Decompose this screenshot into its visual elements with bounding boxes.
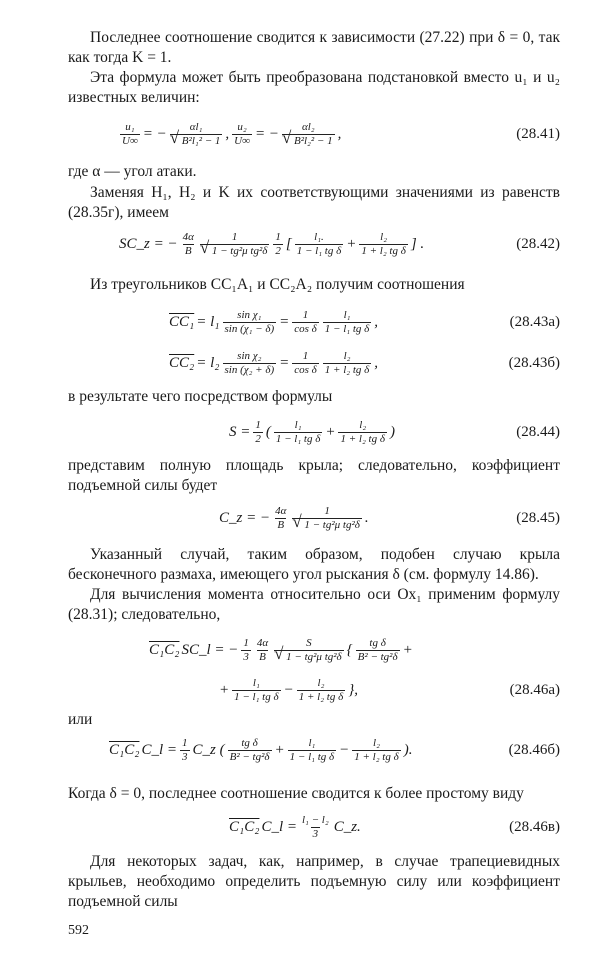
fraction [273,505,288,532]
numerator: tg δ [241,736,258,749]
math-text: = [279,313,290,330]
fraction [180,737,190,764]
fraction [255,637,270,664]
fraction [338,419,386,446]
paragraph: Заменяя H₁, H₂ и K их соответствующими значениями из равенств (28.35г), имеем [68,184,560,221]
equation-body [168,350,379,377]
equation [68,670,560,710]
equation [68,302,560,342]
fraction [356,637,400,664]
radical-denominator: √ B²l₂² − 1 [282,134,335,148]
radical-denominator: √ B²l₁² − 1 [170,134,223,148]
equation [68,224,560,264]
math-text: { [346,641,353,658]
fraction [297,677,345,704]
paragraph: Указанный случай, таким образом, подобен случаю крыла бесконечного размаха, имеющего угол рыскания δ (см. формулу 14.86). [68,546,560,583]
paragraph: где α — угол атаки. [68,163,197,180]
equation-body [218,677,359,704]
math-text: + [346,235,357,252]
fraction [241,637,251,664]
math-text: = l₂ [196,354,220,371]
radical-denominator: √ 1 − tg²μ tg²δ [274,650,344,664]
math-text: , [374,313,379,330]
math-text: = l₁ [196,313,220,330]
overlined-segment: C₁C₂ [149,641,180,658]
equation-body [118,121,342,148]
math-text: + [274,741,285,758]
math-text: [ [285,235,292,252]
numerator: sin χ₁ [237,308,262,321]
equation-number: (28.42) [516,235,560,252]
denominator: B² − tg²δ [357,650,398,663]
numerator: sin χ₂ [237,349,262,362]
math-text: SC_l = − [181,641,239,658]
math-text: ). [403,741,413,758]
numerator: 1 [243,636,249,649]
paragraph: Из треугольников CC₁A₁ и CC₂A₂ получим соотношения [90,276,465,293]
denominator: B [259,650,266,663]
page-number: 592 [68,923,89,938]
numerator: 1 [255,418,261,431]
fraction [200,231,270,258]
fraction [223,350,277,377]
equation-number: (28.46б) [508,741,560,758]
denominator: 1 − l₁ tg δ [324,322,370,335]
equation-number: (28.46а) [509,681,560,698]
denominator: B² − tg²δ [229,750,270,763]
denominator: 1 + l₂ tg δ [361,244,406,257]
numerator: l₁ − l₂ [302,813,329,826]
math-text: ] . [410,235,425,252]
fraction [295,231,343,258]
radical-denominator: √ 1 − tg²μ tg²δ [200,244,270,258]
denominator: cos δ [294,363,317,376]
numerator: tg δ [369,636,386,649]
numerator: u₁ [125,120,135,133]
overlined-segment: C₁C₂ [229,818,260,835]
math-text: C_l = [261,818,297,835]
numerator: l₂ [343,349,351,362]
equation-number: (28.45) [516,509,560,526]
fraction [273,231,283,258]
paragraph: или [68,711,93,728]
fraction [181,231,196,258]
denominator: 3 [182,750,188,763]
math-text: = − [254,125,279,142]
math-text: , [337,125,342,142]
overlined-segment: C₁C₂ [109,741,140,758]
equation-body [168,309,379,336]
denominator: 1 − l₁ tg δ [234,690,279,703]
denominator: 2 [255,432,261,445]
math-text: − [283,681,294,698]
denominator: sin (χ₂ + δ) [224,363,275,376]
numerator: l₁ [252,676,260,689]
equation [68,343,560,383]
math-text: + [219,681,230,698]
numerator: 4α [256,636,269,649]
equation-number: (28.41) [516,125,560,142]
fraction [288,737,336,764]
numerator: 1 [275,230,281,243]
denominator: 1 − l₁ tg δ [275,432,321,445]
math-text: SC_z = − [119,235,178,252]
paragraph: Для вычисления момента относительно оси Ox₁ применим формулу (28.31); следовательно, [68,586,560,623]
fraction [253,419,263,446]
numerator: l₁. [314,230,324,243]
denominator: 1 + l₂ tg δ [324,363,370,376]
numerator: 4α [275,504,287,517]
equation-body [148,637,414,664]
paragraph: в результате чего посредством формулы [68,388,333,405]
numerator: 1 [302,308,309,321]
fraction [292,309,319,336]
equation [68,730,560,770]
numerator: l₂ [317,676,325,689]
numerator: S [306,636,312,649]
denominator: U∞ [122,134,138,147]
fraction [170,121,223,148]
math-text: S = [229,423,251,440]
math-text: }, [348,681,358,698]
equation [68,114,560,154]
numerator: u₂ [237,120,247,133]
fraction [232,677,280,704]
denominator: 1 − l₁ tg δ [289,750,335,763]
numerator: 1 [302,349,309,362]
math-text: . [364,509,369,526]
math-text: C_z ( [192,741,225,758]
fraction [274,419,322,446]
equation-body [218,505,370,532]
math-text: , [225,125,230,142]
math-text: ) [389,423,395,440]
numerator: l₁ [343,308,351,321]
numerator: l₂ [380,230,388,243]
fraction [352,737,400,764]
numerator: 4α [182,230,194,243]
equation-body [118,231,425,258]
equation-number: (28.43б) [508,354,560,371]
math-text: − [339,741,350,758]
paragraph: Эта формула может быть преобразована подстановкой вместо u₁ и u₂ известных величин: [68,69,560,106]
denominator: 1 + l₂ tg δ [298,690,344,703]
math-text: C_l = [141,741,177,758]
math-text: + [402,641,413,658]
math-text: = [279,354,290,371]
denominator: 1 + l₂ tg δ [340,432,385,445]
math-text: C_z = − [219,509,271,526]
equation-body [228,419,396,446]
equation [68,498,560,538]
equation [68,807,560,847]
math-text: + [325,423,336,440]
numerator: 1 [231,230,238,243]
denominator: 1 − l₁ tg δ [296,244,342,257]
paragraph: Последнее соотношение сводится к зависимости (27.22) при δ = 0, так как тогда K = 1. [68,29,560,66]
fraction [274,637,344,664]
fraction [228,737,272,764]
numerator: 1 [182,736,188,749]
denominator: 3 [243,650,249,663]
numerator: l₁ [294,418,302,431]
denominator: 2 [275,244,281,257]
fraction [232,121,252,148]
equation [68,412,560,452]
overlined-segment: CC₁ [169,313,195,330]
equation-body [228,814,362,841]
paragraph: Когда δ = 0, последнее соотношение сводится к более простому виду [68,785,524,802]
equation-number: (28.43а) [509,313,560,330]
equation-number: (28.46в) [509,818,560,835]
fraction [223,309,277,336]
denominator: sin (χ₁ − δ) [224,322,275,335]
overlined-segment: CC₂ [169,354,195,371]
denominator: 1 + l₂ tg δ [354,750,399,763]
math-text: ( [265,423,271,440]
numerator: l₂ [373,736,380,749]
fraction [292,350,319,377]
radical-denominator: √ 1 − tg²μ tg²δ [292,518,362,532]
numerator: l₂ [359,418,367,431]
denominator: B [184,244,192,257]
paragraph: Для некоторых задач, как, например, в случае трапециевидных крыльев, необходимо определить подъемную силу или коэффициент подъемной силы [68,853,560,910]
denominator: U∞ [234,134,250,147]
equation-body [108,737,413,764]
fraction [323,309,371,336]
denominator: 3 [312,827,319,840]
denominator: B [277,518,285,531]
numerator: αl₂ [301,120,315,133]
fraction [300,814,331,841]
fraction [282,121,335,148]
fraction [323,350,371,377]
denominator: cos δ [294,322,317,335]
math-text: C_z. [333,818,361,835]
fraction [292,505,362,532]
equation [68,630,560,670]
paragraph: представим полную площадь крыла; следовательно, коэффициент подъемной силы будет [68,457,560,494]
math-text: , [374,354,379,371]
math-text: = − [142,125,167,142]
equation-number: (28.44) [516,423,560,440]
fraction [359,231,407,258]
numerator: l₁ [308,736,316,749]
numerator: 1 [324,504,330,517]
numerator: αl₁ [189,120,203,133]
fraction [120,121,140,148]
